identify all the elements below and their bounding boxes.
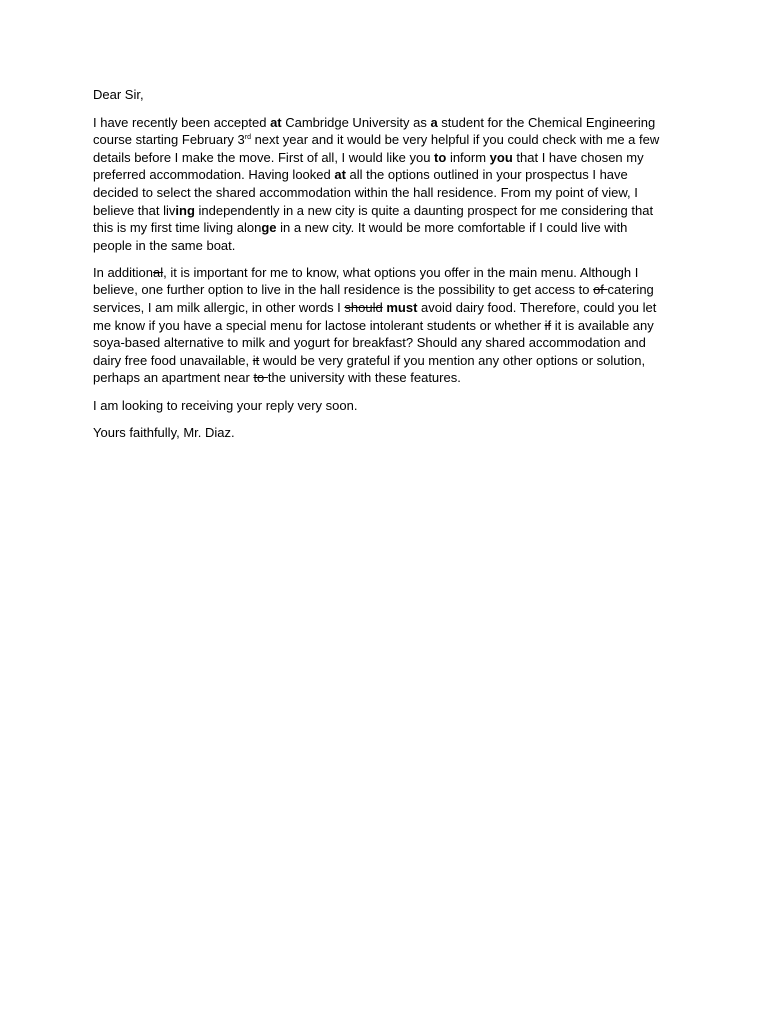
bold-correction: ing <box>175 202 195 218</box>
bold-correction: must <box>386 300 418 316</box>
letter-greeting: Dear Sir, <box>93 87 144 102</box>
paragraph-3: I am looking to receiving your reply very soon. <box>93 397 358 413</box>
letter-body <box>93 86 669 451</box>
bold-correction: to <box>434 149 447 165</box>
bold-correction: ge <box>261 220 277 236</box>
paragraph-2: In additional, it is important for me to know, what options you offer in the main menu. Although I believe, one further option to live in the hall residence is the possibility to get access to of catering services, I am milk allergic, in other words I should must avoid dairy food. Therefore, could you let me know if you have a special menu for lactose intolerant students or whether if it is available any soya-based alternative to milk and yogurt for breakfast? Should any shared accommodation and dairy free food unavailable, it would be very grateful if you mention any other options or solution, perhaps an apartment near to the university with these features. <box>93 264 657 386</box>
struck-text: to <box>253 370 268 386</box>
superscript: rd <box>244 134 251 142</box>
struck-text: it <box>252 352 260 368</box>
struck-text: if <box>544 317 552 333</box>
paragraph-1: I have recently been accepted at Cambridge University as a student for the Chemical Engineering course starting February 3rd next year and it would be very helpful if you could check with me a few details before I make the move. First of all, I would like you to inform you that I have chosen my preferred accommodation. Having looked at all the options outlined in your prospectus I have decided to select the shared accommodation within the hall residence. From my point of view, I believe that living independently in a new city is quite a daunting prospect for me considering that this is my first time living alonge in a new city. It would be more comfortable if I could live with people in the same boat. <box>93 114 660 253</box>
struck-text: al <box>153 264 164 280</box>
struck-text: should <box>344 300 383 316</box>
bold-correction: at <box>270 114 282 130</box>
letter-closing: Yours faithfully, Mr. Diaz. <box>93 424 235 440</box>
bold-correction: at <box>334 167 346 183</box>
bold-correction: a <box>430 114 438 130</box>
bold-correction: you <box>489 149 513 165</box>
struck-text: of <box>593 282 608 298</box>
